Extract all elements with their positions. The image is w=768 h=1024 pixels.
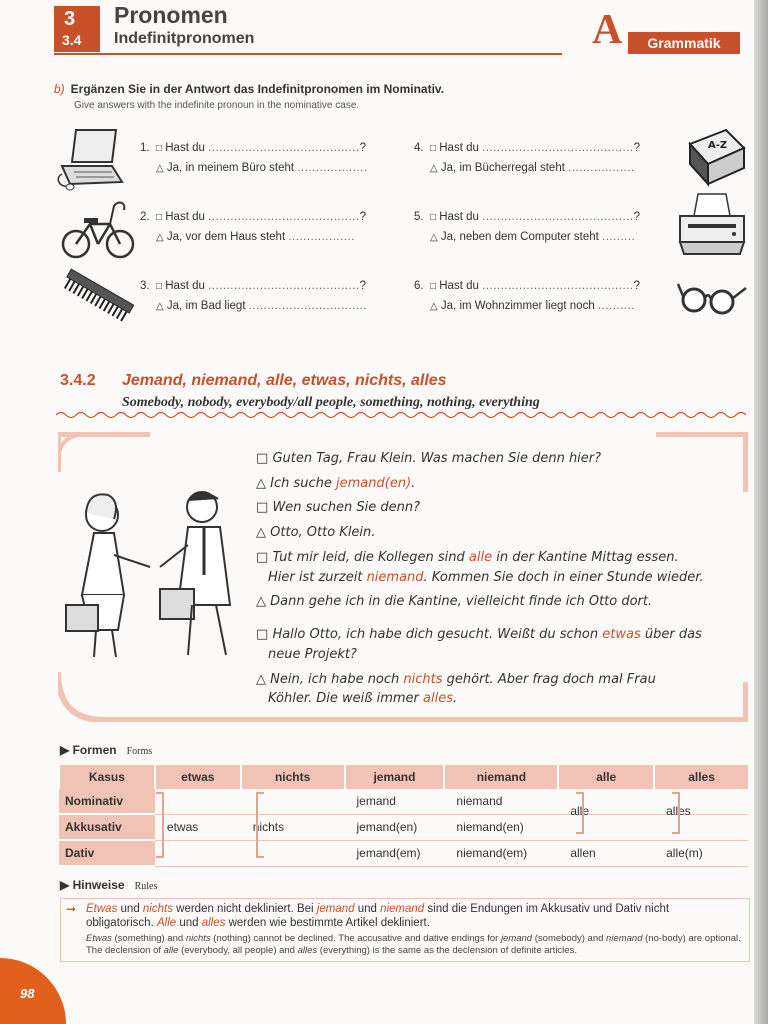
dialogue-text: Guten Tag, Frau Klein. Was machen Sie denn hier? — [272, 451, 602, 466]
dialogue-text: in der Kantine Mittag essen. — [492, 550, 679, 565]
question-symbol: □ — [430, 281, 437, 292]
column-header: alles — [654, 765, 748, 789]
rules-text-en — [86, 933, 742, 957]
answer-symbol: △ — [430, 163, 438, 174]
rules-heading: ▶ Hinweise Rules — [60, 878, 158, 892]
exercise-item-1: 1. □ Hast du .........................................? △ Ja, in meinem Büro steht ................... — [140, 142, 368, 174]
rules-text: werden wie bestimmte Artikel dekliniert. — [225, 917, 430, 929]
exercise-item-4: 4. □ Hast du .........................................? △ Ja, im Bücherregal steht .................. — [414, 142, 640, 174]
dialogue-line — [256, 594, 652, 609]
rules-text: und — [117, 903, 143, 915]
dialogue-line — [256, 451, 601, 466]
rules-text: und — [354, 903, 381, 915]
highlight-word: nichts — [403, 672, 443, 687]
forms-label-en: Forms — [126, 746, 153, 757]
rules-label: Hinweise — [72, 878, 125, 892]
italic-word: nichts — [185, 933, 211, 944]
highlight-word: jemand — [316, 903, 355, 915]
case-label: Nominativ — [59, 789, 155, 814]
answer-symbol: △ — [256, 525, 266, 540]
rules-text: sind die Endungen im Akkusativ und Dativ nicht obligatorisch. — [86, 903, 670, 929]
bracket — [256, 792, 264, 858]
column-header: etwas — [155, 765, 241, 789]
dialogue-text: gehört. Aber frag doch mal Frau — [442, 672, 656, 687]
item-question: Hast du — [165, 280, 205, 292]
italic-word: Etwas — [86, 933, 112, 944]
item-answer: Ja, im Bücherregal steht — [440, 162, 565, 174]
dialogue-text: Ich suche — [270, 476, 337, 491]
question-symbol: □ — [156, 212, 163, 223]
question-mark: ? — [633, 142, 640, 154]
italic-word: jemand — [500, 933, 533, 944]
case-label: Akkusativ — [59, 814, 155, 840]
highlight-word: jemand(en) — [336, 476, 412, 491]
exercise-item-6: 6. □ Hast du .........................................? △ Ja, im Wohnzimmer liegt noch .......... — [414, 280, 640, 312]
printer-icon — [676, 192, 748, 258]
highlight-word: alles — [201, 917, 226, 929]
item-number: 3. — [140, 280, 150, 292]
bracket — [672, 792, 680, 834]
column-header: nichts — [241, 765, 345, 789]
bracket — [156, 792, 164, 858]
exercise-item-2: 2. □ Hast du .........................................? △ Ja, vor dem Haus steht .................. — [140, 211, 366, 243]
chapter-badge — [54, 6, 100, 52]
dialogue-line — [256, 672, 656, 687]
rules-text: (something) and — [111, 933, 186, 944]
question-mark: ? — [359, 280, 366, 292]
highlight-word: nichts — [142, 903, 173, 915]
question-symbol: □ — [256, 550, 269, 565]
chapter-number: 3 — [64, 8, 76, 30]
column-header: niemand — [444, 765, 558, 789]
item-question: Hast du — [165, 211, 205, 223]
rules-text: (somebody) and — [532, 933, 607, 944]
item-question: Hast du — [165, 142, 205, 154]
item-number: 1. — [140, 142, 150, 154]
table-cell: jemand — [345, 789, 445, 814]
column-header: Kasus — [59, 765, 155, 789]
forms-label: Formen — [72, 743, 117, 757]
highlight-word: niemand — [380, 903, 425, 915]
bicycle-icon — [60, 198, 136, 262]
logo-label: Grammatik — [628, 32, 740, 54]
rules-text: werden nicht dekliniert. Bei — [172, 903, 317, 915]
answer-symbol: △ — [256, 594, 266, 609]
glasses-icon — [676, 276, 748, 318]
highlight-word: alles — [423, 691, 453, 706]
table-cell: etwas — [155, 814, 241, 840]
question-symbol: □ — [156, 281, 163, 292]
answer-symbol: △ — [156, 163, 164, 174]
rules-text: (nothing) cannot be declined. The accusative and dative endings for — [210, 933, 501, 944]
rules-text: (no-body) are optional. The declension of — [86, 933, 741, 956]
answer-symbol: △ — [156, 232, 164, 243]
table-cell — [155, 840, 241, 866]
item-answer: Ja, im Bad liegt — [166, 300, 246, 312]
page-number-tab — [0, 958, 66, 1024]
highlight-word: etwas — [602, 627, 641, 642]
highlight-word: Alle — [156, 917, 177, 929]
page-title: Pronomen — [114, 2, 228, 28]
question-mark: ? — [359, 142, 366, 154]
table-cell: alles — [654, 802, 748, 828]
answer-symbol: △ — [156, 301, 164, 312]
exercise-instruction — [54, 82, 444, 96]
question-symbol: □ — [156, 143, 163, 154]
bracket — [576, 792, 584, 834]
item-number: 2. — [140, 211, 150, 223]
column-header: jemand — [345, 765, 445, 789]
section-number: 3.4 — [62, 32, 82, 48]
page-subtitle: Indefinitpronomen — [114, 30, 255, 47]
rules-text: (everybody, all people) and — [178, 945, 298, 956]
item-number: 6. — [414, 280, 424, 292]
dialogue-text: . Kommen Sie doch in einer Stunde wieder. — [423, 570, 704, 585]
highlight-word: niemand — [366, 570, 424, 585]
table-cell — [155, 789, 241, 814]
question-mark: ? — [359, 211, 366, 223]
dialogue-text: . — [452, 691, 458, 706]
table-cell: allen — [558, 840, 654, 866]
item-number: 4. — [414, 142, 424, 154]
italic-word: alles — [297, 945, 318, 956]
instruction-de: Ergänzen Sie in der Antwort das Indefinitpronomen im Nominativ. — [70, 82, 445, 96]
item-number: 5. — [414, 211, 424, 223]
exercise-item-5: 5. □ Hast du .........................................? △ Ja, neben dem Computer steht ......... — [414, 211, 640, 243]
arrow-icon: ➞ — [66, 902, 77, 916]
column-header: alle — [558, 765, 654, 789]
laptop-icon — [56, 126, 136, 192]
section-number: 3.4.2 — [60, 372, 96, 389]
table-cell: jemand(em) — [345, 840, 445, 866]
question-symbol: □ — [430, 212, 437, 223]
dialogue-text: Nein, ich habe noch — [270, 672, 404, 687]
exercise-item-3: 3. □ Hast du .........................................? △ Ja, im Bad liegt ................................ — [140, 280, 367, 312]
dialogue-line — [268, 647, 357, 662]
item-answer: Ja, im Wohnzimmer liegt noch — [440, 300, 595, 312]
answer-symbol: △ — [256, 672, 266, 687]
table-cell: niemand — [444, 789, 558, 814]
italic-word: niemand — [606, 933, 643, 944]
dialogue-line — [256, 550, 679, 565]
item-question: Hast du — [439, 142, 479, 154]
highlight-word: Etwas — [86, 903, 118, 915]
svg-text:A-Z: A-Z — [708, 140, 728, 151]
dialogue-line — [256, 500, 420, 515]
item-answer: Ja, vor dem Haus steht — [166, 231, 286, 243]
table-cell: niemand(en) — [444, 814, 558, 840]
highlight-word: alle — [468, 550, 493, 565]
question-mark: ? — [633, 211, 640, 223]
dialogue-text: Otto, Otto Klein. — [270, 525, 376, 540]
book-spine-shadow — [754, 0, 768, 1024]
answer-symbol: △ — [430, 301, 438, 312]
question-symbol: □ — [256, 627, 269, 642]
dialogue-text: über das — [640, 627, 702, 642]
dialogue-text: Tut mir leid, die Kollegen sind — [272, 550, 469, 565]
page-number: 98 — [20, 986, 35, 1001]
question-symbol: □ — [256, 451, 269, 466]
table-cell: alle — [558, 802, 654, 828]
dialogue-line — [268, 691, 457, 706]
dialogue-text: Hallo Otto, ich habe dich gesucht. Weißt du schon — [272, 627, 603, 642]
dialogue-text: Hier ist zurzeit — [268, 570, 367, 585]
answer-symbol: △ — [256, 476, 266, 491]
section-title: Jemand, niemand, alle, etwas, nichts, alles — [122, 372, 447, 389]
table-cell: niemand(em) — [444, 840, 558, 866]
wavy-divider — [56, 410, 746, 420]
rules-text: (everything) is the same as the declension of definite articles. — [317, 945, 577, 956]
rules-text-de — [86, 902, 736, 930]
instruction-en: Give answers with the indefinite pronoun in the nominative case. — [74, 100, 360, 111]
forms-heading: ▶ Formen Forms — [60, 743, 153, 757]
question-mark: ? — [633, 280, 640, 292]
dialogue-line — [256, 525, 375, 540]
item-question: Hast du — [439, 280, 479, 292]
question-symbol: □ — [430, 143, 437, 154]
businesspeople-illustration — [60, 485, 250, 670]
answer-symbol: △ — [430, 232, 438, 243]
dialogue-line — [256, 476, 415, 491]
rules-label-en: Rules — [134, 881, 158, 892]
item-answer: Ja, neben dem Computer steht — [440, 231, 599, 243]
dialogue-text: . — [411, 476, 416, 491]
dialogue-line — [268, 570, 704, 585]
grammatik-logo — [592, 6, 742, 56]
section-subtitle: Somebody, nobody, everybody/all people, something, nothing, everything — [122, 395, 540, 410]
dialogue-text: Dann gehe ich in die Kantine, vielleicht finde ich Otto dort. — [270, 594, 653, 609]
dialogue-text: Wen suchen Sie denn? — [272, 500, 421, 515]
comb-icon — [58, 268, 138, 322]
table-cell: alle(m) — [654, 840, 748, 866]
question-symbol: □ — [256, 500, 269, 515]
exercise-letter: b) — [54, 82, 65, 96]
table-cell: nichts — [241, 814, 345, 840]
dialogue-text: Köhler. Die weiß immer — [268, 691, 424, 706]
italic-word: alle — [163, 945, 179, 956]
dialogue-line — [256, 627, 702, 642]
dialogue-text: neue Projekt? — [268, 647, 357, 662]
item-question: Hast du — [439, 211, 479, 223]
table-header-row — [59, 765, 748, 789]
books-icon — [686, 126, 748, 188]
item-answer: Ja, in meinem Büro steht — [166, 162, 295, 174]
case-label: Dativ — [59, 840, 155, 866]
table-cell: jemand(en) — [345, 814, 445, 840]
logo-letter: A — [592, 7, 623, 53]
header-rule — [54, 53, 562, 55]
rules-text: und — [176, 917, 202, 929]
